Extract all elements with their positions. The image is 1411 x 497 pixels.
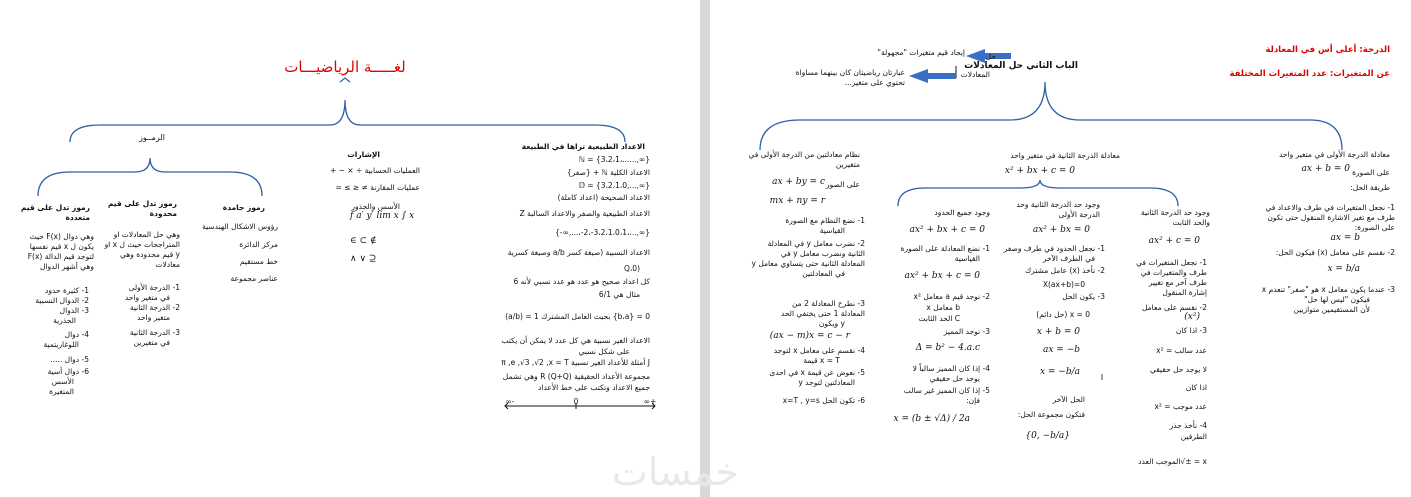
first-degree-step: 1- نجعل المتغيرات في طرف والاعداد في [1265, 203, 1395, 212]
system-step: y ويكون [818, 319, 845, 328]
variable-line: الأسس [51, 377, 74, 386]
signs-line: الأسس والجذور [351, 202, 400, 211]
system-step: في المعادلتين [802, 269, 845, 278]
full-quadratic-step: 5- إذا كان المميز غير سالب [903, 386, 990, 395]
system-step: المعادلتين لتوجد y [798, 378, 855, 387]
full-quadratic-step: القياسية [954, 254, 980, 263]
variable-heading: رموز تدل على قيم متعددة [20, 203, 90, 222]
signs-line: عمليات المقارنة ≠ ≤ ≥ = [335, 183, 420, 192]
numberline-label-zero: 0 [573, 397, 579, 406]
first-degree-step: طرف مع تغير الاشارة المنقول حتى تكون [1267, 213, 1395, 222]
variable-line: 6- دوال أسية [47, 367, 89, 376]
limited-line: في متغيرين [133, 338, 170, 347]
no-const-form: ax² + bx = 0 [1032, 225, 1090, 235]
first-degree-method: طريقة الحل: [1350, 183, 1390, 192]
numbers-line: مثال هي 6/1 [598, 290, 640, 299]
variable-line: وهي دوال F(x) حيث [29, 232, 94, 241]
numbers-line: (0،Q [623, 264, 640, 273]
left-page [0, 0, 700, 497]
limited-line: y قيم محدودة وهي [120, 250, 180, 259]
system-step: 5- نعوض عن قيمة x في احدى [769, 368, 865, 377]
full-quadratic-step: C الحد الثابت [918, 314, 960, 323]
system-step: 3- نطرح المعادلة 2 من [791, 299, 865, 308]
limited-line: في متغير واحد [124, 293, 170, 302]
system-step: x = T قيمة [803, 356, 840, 365]
full-quadratic-step: x = (b ± √Δ) / 2a [893, 414, 970, 424]
limited-line: وهي حل المعادلات او [113, 230, 180, 239]
variable-line: 4- دوال [64, 330, 89, 339]
signs-line: f a′ y′ lim x ∫ x [350, 211, 415, 221]
variable-line: 3- الدوال [59, 306, 89, 315]
first-degree-step: على الصورة: [1354, 223, 1395, 232]
variable-line: المتغيرة [49, 387, 74, 396]
first-degree-step: لأن المستقيمين متوازيين [1293, 305, 1370, 314]
signs-line: ∧ ∨ ⊇ [350, 254, 377, 264]
signs-line: ∈ ⊂ ∉ [350, 236, 377, 246]
system-heading: نظام معادلتين من الدرجة الأولى في متغيرين [748, 150, 860, 169]
full-quadratic-step: فإن: [966, 396, 980, 405]
signs-heading: الإشارات [347, 150, 380, 159]
limited-line: معادلات [155, 260, 180, 269]
second-degree-heading: معادلة الدرجة الثانية في متغير واحد [1010, 151, 1120, 160]
numberline-label-pos: ∞+ [643, 397, 657, 406]
fixed-symbols-line: مركز الدائرة [239, 240, 278, 249]
numbers-line: {∞,...,3،2،1،0} = 𝔻 [578, 181, 650, 190]
variable-line: وهي أشهر الدوال [39, 262, 94, 271]
variable-line: اللوغاريتمية [43, 340, 79, 349]
numbers-line: الاعداد الغير نسبية هي كل عدد لا يمكن أن يكتب [501, 336, 650, 345]
variable-line: الجذرية [53, 316, 76, 325]
full-quadratic-step: 4- إذا كان المميز سالباً لا [912, 364, 990, 373]
full-quadratic-step: يوجد حل حقيقي [929, 374, 980, 383]
no-const-step: 2- نأخذ (x) عامل مشترك [1024, 266, 1105, 275]
full-quadratic-heading: وجود جميع الحدود [934, 208, 990, 217]
system-step: القياسية [819, 226, 845, 235]
first-degree-form-label: على الصورة [1352, 168, 1390, 177]
numbers-line: مجموعة الأعداد الحقيقية R (Q+Q) وهي تشمل [502, 372, 650, 381]
no-linear-step: (x²) [1184, 312, 1200, 322]
no-linear-step: 4- نأخذ جذر [1169, 421, 1207, 430]
no-linear-step: لا يوجد حل حقيقي [1149, 365, 1207, 374]
full-quadratic-step: 2- نوجد قيم a معامل x² [913, 292, 990, 301]
full-quadratic-step: 3- نوجد المميز [943, 327, 990, 336]
degree-definition: الدرجة: أعلى أس في المعادلة [1265, 45, 1390, 55]
numbers-line: كل اعداد صحيح هو عدد هو عدد نسبي لأنه 6 [513, 277, 650, 286]
right-page [710, 0, 1411, 497]
no-linear-heading: وجود حد الدرجة الثانية والحد الثابت [1140, 208, 1210, 227]
no-linear-step: 1- نجعل المتغيرات في [1136, 258, 1207, 267]
variable-line: 5- دوال ..... [50, 355, 89, 364]
fixed-symbols-heading: رموز جامدة [222, 203, 265, 212]
limited-heading: رموز تدل على قيم محدودة [107, 199, 177, 218]
limited-line: 2- الدرجة الثانية [129, 303, 180, 312]
variables-definition: عن المتغيرات: عدد المتغيرات المختلفة [1229, 69, 1390, 79]
variable-line: لتوجد قيم الدالة F(x) [27, 252, 94, 261]
system-step: المعادلة 1 حتى يختفي الحد [780, 309, 865, 318]
system-form-label: على الصور [826, 180, 860, 189]
first-degree-step: ax = b [1330, 233, 1360, 243]
numbers-heading: الاعداد الطبيعية تراها في الطبيعة [521, 142, 645, 151]
numbers-line: J أمثلة للأعداد الغير نسبية π ,e ,√3 ,√2 ,x = T [501, 358, 650, 367]
no-linear-step: طرف آخر مع تغيير [1148, 278, 1207, 287]
first-degree-heading: معادلة الدرجة الأولى في متغير واحد [1278, 150, 1390, 159]
limited-line: المتراجحات حيث ل x او [104, 240, 180, 249]
variable-line: يكون ل x قيم نفسها [29, 242, 94, 251]
no-linear-step: إشارة المنقول [1162, 288, 1207, 297]
numberline-label-neg: ∞- [505, 397, 515, 406]
arrow-label-equations: المعادلات [960, 70, 990, 79]
system-step: 2- نضرب معامل y في المعادلة [767, 239, 865, 248]
numbers-line: 0 = {b،a} بحيث العامل المشترك 1 = (a/b) [505, 312, 650, 321]
no-linear-step: اذا كان [1185, 383, 1207, 392]
no-linear-step: الطرفين [1180, 432, 1207, 441]
full-quadratic-form: ax² + bx + c = 0 [909, 225, 985, 235]
no-linear-step: عدد موجب = x² [1154, 402, 1207, 411]
system-step: 6- تكون الحل x=T , y=s [782, 396, 865, 405]
signs-line: العمليات الحسابية ÷ × − + [329, 166, 420, 175]
first-degree-step: 2- نقسم على معامل (x) فيكون الحل: [1275, 248, 1395, 257]
numbers-line: الاعداد الكلية ℕ + {صفر} [566, 168, 650, 177]
no-linear-step: x = ±√الموجب العدد [1138, 457, 1207, 466]
first-degree-step: x = b/a [1327, 264, 1360, 274]
no-const-step: {0, −b/a} [1025, 431, 1070, 441]
system-step: المعادلة الثانية حتى يتساوي معامل y [751, 259, 865, 268]
no-const-step: x = 0 (حل دائم) [1036, 310, 1090, 319]
fixed-symbols-line: عناصر مجموعة [230, 274, 278, 283]
limited-line: 3- الدرجة الثانية [129, 328, 180, 337]
no-const-step: فتكون مجموعة الحل: [1017, 410, 1085, 419]
limited-line: متغير واحد [137, 313, 170, 322]
no-const-step: X(ax+b)=0 [1042, 280, 1085, 289]
no-const-step: x + b = 0 [1036, 327, 1080, 337]
no-linear-step: 2- نقسم على معامل [1141, 303, 1207, 312]
second-degree-form: x² + bx + c = 0 [1004, 166, 1075, 176]
numbers-line: {∞,......،3،2،1} = ℕ [578, 155, 650, 164]
system-step: 4- نقسم على معامل x لتوجد [773, 346, 865, 355]
no-const-step: ax = −b [1042, 345, 1080, 355]
full-quadratic-step: b معامل x [926, 303, 960, 312]
branch-label-symbols: الرمــوز [138, 133, 165, 142]
no-linear-step: 3- اذا كان [1175, 326, 1207, 335]
full-quadratic-step: Δ = b² − 4.a.c [915, 343, 980, 353]
chapter-title: الباب الثاني حل المعادلات [964, 61, 1078, 71]
first-degree-step: فيكون "ليس لها حل" [1304, 295, 1370, 304]
arrow-label-solve: حل [985, 52, 996, 61]
no-linear-step: عدد سالب = x² [1156, 346, 1207, 355]
numbers-line: الاعداد الصحيحة (اعداد كاملة) [557, 193, 650, 202]
variable-line: 2- الدوال النسبية [35, 296, 89, 305]
first-degree-form: ax + b = 0 [1301, 164, 1350, 174]
system-form-1: ax + by = c [772, 177, 825, 187]
full-quadratic-step: ax² + bx + c = 0 [904, 271, 980, 281]
system-form-2: mx + ny = r [769, 196, 825, 206]
fixed-symbols-line: رؤوس الاشكال الهندسية [202, 222, 278, 231]
limited-line: 1- الدرجة الأولى [128, 283, 180, 292]
no-const-step: 3- يكون الحل [1062, 292, 1105, 301]
no-const-step: 1- نجعل الحدود في طرف وصفر [1003, 244, 1105, 253]
no-const-heading: وجود حد الدرجة الثانية وحد الدرجة الأولى [1016, 200, 1100, 219]
variable-line: 1- كثيرة حدود [45, 286, 89, 295]
first-degree-step: 3- عندما يكون معامل x هو "صفر" تنعدم x [1261, 285, 1395, 294]
watermark-logo: خمسات [612, 450, 739, 494]
arrow-text-solve: إيجاد قيم متغيرات "مجهولة" [877, 48, 965, 57]
system-step: (ax − m)x = c − r [769, 331, 850, 341]
numbers-line: الاعداد الطبيعية والصفر والاعداد السالبة Z [519, 209, 650, 218]
no-const-step: في الطرف الآخر [1042, 254, 1095, 263]
no-const-step: الحل الآخر [1052, 395, 1085, 404]
no-linear-form: ax² + c = 0 [1148, 236, 1200, 246]
numbers-line: على شكل نسبي [578, 347, 630, 356]
full-quadratic-step: 1- نضع المعادلة على الصورة [900, 244, 990, 253]
numbers-line: الاعداد النسبية (صيغة كسر a/b وصيغة كسرية [507, 248, 650, 257]
page-title: لغـــــة الرياضيـــات [284, 58, 406, 76]
system-step: 1- نضع النظام مع الصورة [785, 216, 865, 225]
numbers-line: جميع الاعداد وتكتب على خط الأعداد [538, 383, 650, 392]
fixed-symbols-line: خط مستقيم [239, 257, 278, 266]
no-linear-step: طرف والمتغيرات في [1140, 268, 1207, 277]
system-step: الثانية ونضرب معامل y في [780, 249, 865, 258]
no-const-step: x = −b/a [1039, 367, 1080, 377]
numbers-line: {∞,...،3،2،1،0،1-،2-،...,∞-} [555, 228, 650, 237]
arrow-text-equations: عبارتان رياضيتان كان بينهما مساواة تحتوي على متغير... [795, 68, 905, 87]
